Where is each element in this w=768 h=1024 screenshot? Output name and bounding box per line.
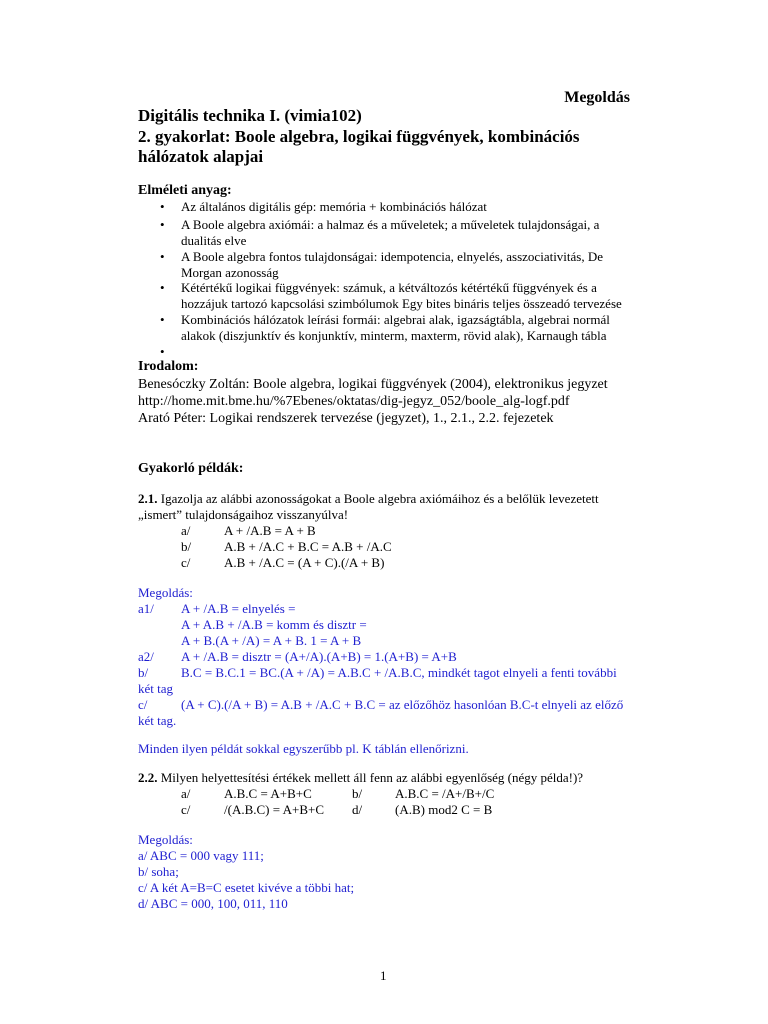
solution-label: b/ (138, 665, 149, 680)
bullet: • (160, 312, 165, 327)
lab-title-line-1: 2. gyakorlat: Boole algebra, logikai függvények, kombinációs (138, 127, 580, 146)
solution-label: Megoldás (564, 89, 630, 106)
theory-item-2-cont: dualitás elve (181, 233, 247, 248)
item-label: d/ (352, 802, 363, 817)
solution-line: A + /A.B = disztr = (A+/A).(A+B) = 1.(A+B) = A+B (181, 649, 457, 664)
bullet: • (160, 249, 165, 264)
theory-item-4-cont: hozzájuk tartozó kapcsolási szimbólumok Egy bites bináris teljes összeadó tervezése (181, 296, 622, 311)
exercise-2-1-text (138, 491, 599, 507)
bullet: • (160, 280, 165, 295)
exercise-2-1-text-cont: „ismert” tulajdonságaihoz visszanyúlva! (138, 507, 349, 522)
solution-line: a/ ABC = 000 vagy 111; (138, 848, 264, 863)
theory-item-3-cont: Morgan azonosság (181, 265, 279, 280)
solution-line: c/ A két A=B=C esetet kivéve a többi hat; (138, 880, 355, 895)
item-label: a/ (181, 786, 191, 801)
item-label: a/ (181, 523, 191, 538)
solution-heading: Megoldás: (138, 585, 193, 600)
item-label: b/ (181, 539, 192, 554)
solution-note: Minden ilyen példát sokkal egyszerűbb pl. K táblán ellenőrizni. (138, 741, 469, 756)
bullet: • (160, 217, 165, 232)
solution-label: c/ (138, 697, 148, 712)
item-label: c/ (181, 555, 191, 570)
item-expr: A + /A.B = A + B (224, 523, 316, 538)
solution-line: B.C = B.C.1 = BC.(A + /A) = A.B.C + /A.B.C, mindkét tagot elnyeli a fenti további (181, 665, 617, 680)
solution-line: A + A.B + /A.B = komm és disztr = (181, 617, 367, 632)
page-number: 1 (380, 968, 387, 983)
lab-title-line-2: hálózatok alapjai (138, 147, 264, 166)
solution-line: (A + C).(/A + B) = A.B + /A.C + B.C = az előzőhöz hasonlóan B.C-t elnyeli az előző (181, 697, 624, 712)
item-expr: /(A.B.C) = A+B+C (224, 802, 325, 817)
exercise-text: Milyen helyettesítési értékek mellett áll fenn az alábbi egyenlőség (négy példa!)? (160, 770, 584, 785)
item-label: b/ (352, 786, 363, 801)
theory-item-2: A Boole algebra axiómái: a halmaz és a műveletek; a műveletek tulajdonságai, a (181, 217, 600, 232)
solution-line: A + B.(A + /A) = A + B. 1 = A + B (181, 633, 362, 648)
literature-line-3: Arató Péter: Logikai rendszerek tervezése (jegyzet), 1., 2.1., 2.2. fejezetek (138, 411, 554, 426)
theory-item-5-cont: alakok (diszjunktív és konjunktív, minterm, maxterm, rövid alak), Karnaugh tábla (181, 328, 607, 343)
practice-heading: Gyakorló példák: (138, 461, 244, 476)
item-expr: (A.B) mod2 C = B (395, 802, 493, 817)
course-title: Digitális technika I. (vimia102) (138, 106, 362, 125)
literature-link[interactable]: http://home.mit.bme.hu/%7Ebenes/oktatas/dig-jegyz_052/boole_alg-logf.pdf (138, 394, 570, 409)
item-expr: A.B.C = A+B+C (224, 786, 312, 801)
solution-heading: Megoldás: (138, 832, 193, 847)
item-expr: A.B.C = /A+/B+/C (395, 786, 495, 801)
bullet-empty: • (160, 344, 165, 359)
exercise-number: 2.1. (138, 491, 158, 506)
bullet: • (160, 199, 165, 214)
item-label: c/ (181, 802, 191, 817)
solution-label: a2/ (138, 649, 154, 664)
theory-item-5: Kombinációs hálózatok leírási formái: algebrai alak, igazságtábla, algebrai normál (181, 312, 610, 327)
solution-label: a1/ (138, 601, 154, 616)
solution-line-cont: két tag. (138, 713, 177, 728)
literature-heading: Irodalom: (138, 359, 199, 374)
exercise-text: Igazolja az alábbi azonosságokat a Boole algebra axiómáihoz és a belőlük levezetett (160, 491, 599, 506)
solution-line: A + /A.B = elnyelés = (181, 601, 296, 616)
solution-line: b/ soha; (138, 864, 179, 879)
literature-line-1: Benesóczky Zoltán: Boole algebra, logikai függvények (2004), elektronikus jegyzet (138, 377, 608, 392)
solution-line: d/ ABC = 000, 100, 011, 110 (138, 896, 288, 911)
solution-line-cont: két tag (138, 681, 174, 696)
exercise-number: 2.2. (138, 770, 158, 785)
theory-item-3: A Boole algebra fontos tulajdonságai: idempotencia, elnyelés, asszociativitás, De (181, 249, 604, 264)
theory-item-1: Az általános digitális gép: memória + kombinációs hálózat (181, 199, 487, 214)
item-expr: A.B + /A.C + B.C = A.B + /A.C (224, 539, 392, 554)
theory-heading: Elméleti anyag: (138, 183, 232, 198)
theory-item-4: Kétértékű logikai függvények: számuk, a kétváltozós kétértékű függvények és a (181, 280, 597, 295)
item-expr: A.B + /A.C = (A + C).(/A + B) (224, 555, 385, 570)
exercise-2-2-text (138, 770, 583, 786)
